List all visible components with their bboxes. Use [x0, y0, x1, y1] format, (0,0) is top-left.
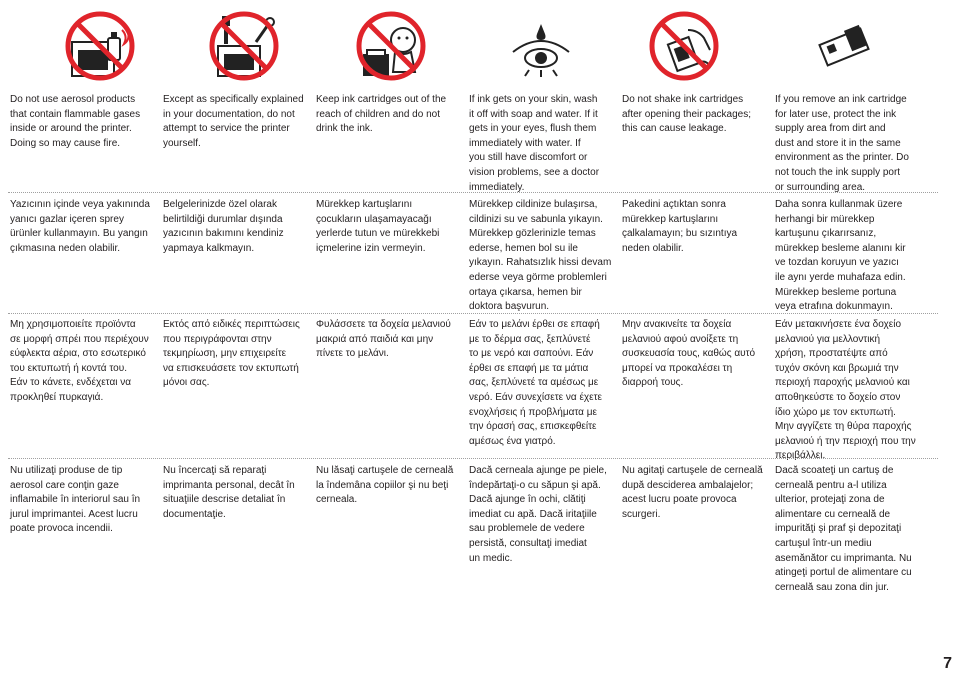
divider — [8, 458, 938, 459]
s3-tr-text: Mürekkep kartuşlarını çocukların ulaşamayacağı yerlerde tutun ve mürekkebi içmelerine izin vermeyin. — [316, 199, 440, 254]
s2-en-text: Except as specifically explained in your documentation, do not attempt to service the printer yourself. — [163, 94, 304, 149]
s5-en-text: Do not shake ink cartridges after opening their packages; this can cause leakage. — [622, 94, 751, 135]
s4-en-text: If ink gets on your skin, wash it off with soap and water. If it gets in your eyes, flush them immediately with water. If you still have discomfort or vision problems, see a doctor immediately. — [469, 94, 600, 193]
s1-el-text: Μη χρησιμοποιείτε προϊόντα σε μορφή σπρέι που περιέχουν εύφλεκτα αέρια, στο εσωτερικό του εκτυπωτή ή κοντά του. Εάν το κάνετε, ενδέχεται να προκληθεί πυρκαγιά. — [10, 319, 149, 403]
s2-tr-text: Belgelerinizde özel olarak belirtildiği durumlar dışında yazıcının bakımını kendiniz yapmaya kalkmayın. — [163, 199, 284, 254]
s4-el-text: Εάν το μελάνι έρθει σε επαφή με το δέρμα σας, ξεπλύνετέ το με νερό και σαπούνι. Εάν έρθει σε επαφή με τα μάτια σας, ξεπλύνετέ τα αμέσως με νερό. Εάν συνεχίσετε να έχετε ενοχλήσεις ή προβλήματα με την όρασή σας, επισκεφθείτε αμέσως ένα γιατρό. — [469, 319, 603, 447]
s5-ro-text: Nu agitaţi cartuşele de cerneală după desciderea ambalajelor; acest lucru poate provoca scurgeri. — [622, 465, 763, 520]
icon-row — [0, 0, 960, 86]
ink-in-eye-icon — [505, 10, 577, 82]
s6-en-text: If you remove an ink cartridge for later use, protect the ink supply area from dirt and dust and store it in the same environment as the printer. Do not touch the ink supply port or surrounding area. — [775, 94, 909, 193]
s3-el-text: Φυλάσσετε τα δοχεία μελανιού μακριά από παιδιά και μην πίνετε το μελάνι. — [316, 319, 451, 360]
s1-ro-text: Nu utilizaţi produse de tip aerosol care conţin gaze inflamabile în interiorul sau în jurul imprimantei. Acest lucru poate provoca incendii. — [10, 465, 141, 535]
s5-tr-text: Pakedini açtıktan sonra mürekkep kartuşlarını çalkalamayın; bu sızıntıya neden olabilir. — [622, 199, 738, 254]
s5-el-text: Μην ανακινείτε τα δοχεία μελανιού αφού ανοίξετε τη συσκευασία τους, καθώς αυτό μπορεί να προκαλέσει τη διαρροή τους. — [622, 319, 756, 389]
s2-el-text: Εκτός από ειδικές περιπτώσεις που περιγράφονται στην τεκμηρίωση, μην επιχειρείτε να επισκευάσετε τον εκτυπωτή μόνοι σας. — [163, 319, 300, 389]
s6-tr-text: Daha sonra kullanmak üzere herhangi bir mürekkep kartuşunu çıkarırsanız, mürekkep besleme alanını kir ve tozdan koruyun ve yazıcı ile aynı yerde muhafaza edin. Mürekkep besleme portuna veya etrafına dokunmayın. — [775, 199, 906, 313]
s6-el-text: Εάν μετακινήσετε ένα δοχείο μελανιού για μελλοντική χρήση, προστατέψτε από τυχόν σκόνη και βρωμιά την περιοχή παροχής μελανιού και αποθηκεύστε το δοχείο στον ίδιο χώρο με τον εκτυπωτή. Μην αγγίζετε τη θύρα παροχής μελανιού ή την περιοχή που την περιβάλλει. — [775, 319, 916, 462]
no-shaking-cartridge-icon — [648, 10, 720, 82]
keep-away-from-children-icon — [355, 10, 427, 82]
divider — [8, 192, 938, 193]
s4-tr-text: Mürekkep cildinize bulaşırsa, cildinizi su ve sabunla yıkayın. Mürekkep gözlerinizle temas ederse, hemen bol su ile yıkayın. Rahatsızlık hissi devam ederse veya görme problemleri ortaya çıkarsa, hemen bir doktora başvurun. — [469, 199, 612, 313]
s1-tr-text: Yazıcının içinde veya yakınında yanıcı gazlar içeren sprey ürünler kullanmayın. Bu yangın çıkmasına neden olabilir. — [10, 199, 150, 254]
divider — [8, 313, 938, 314]
s3-ro-text: Nu lăsaţi cartuşele de cerneală la îndemâna copiilor şi nu beţi cerneala. — [316, 465, 454, 506]
s2-ro-text: Nu încercaţi să reparaţi imprimanta personal, decât în situaţiile descrise detaliat în documentaţie. — [163, 465, 295, 520]
no-self-service-tools-icon — [208, 10, 280, 82]
s3-en-text: Keep ink cartridges out of the reach of children and do not drink the ink. — [316, 94, 447, 135]
page-number: 7 — [943, 655, 952, 672]
cartridge-storage-icon — [810, 10, 882, 82]
s6-ro-text: Dacă scoateţi un cartuş de cerneală pentru a-l utiliza ulterior, protejaţi zona de alimentare cu cerneală de impurităţi şi praf şi depozitaţi cartuşul într-un mediu asemănător cu imprimanta. Nu atingeţi portul de alimentare cu cerneală sau zona din jur. — [775, 465, 912, 593]
s1-en-text: Do not use aerosol products that contain flammable gases inside or around the printer. Doing so may cause fire. — [10, 94, 141, 149]
no-aerosol-flame-icon — [64, 10, 136, 82]
s4-ro-text: Dacă cerneala ajunge pe piele, îndepărtaţi-o cu săpun şi apă. Dacă ajunge în ochi, clătiţi imediat cu apă. Dacă iritaţiile sau problemele de vedere persistă, consultaţi imediat un medic. — [469, 465, 607, 564]
